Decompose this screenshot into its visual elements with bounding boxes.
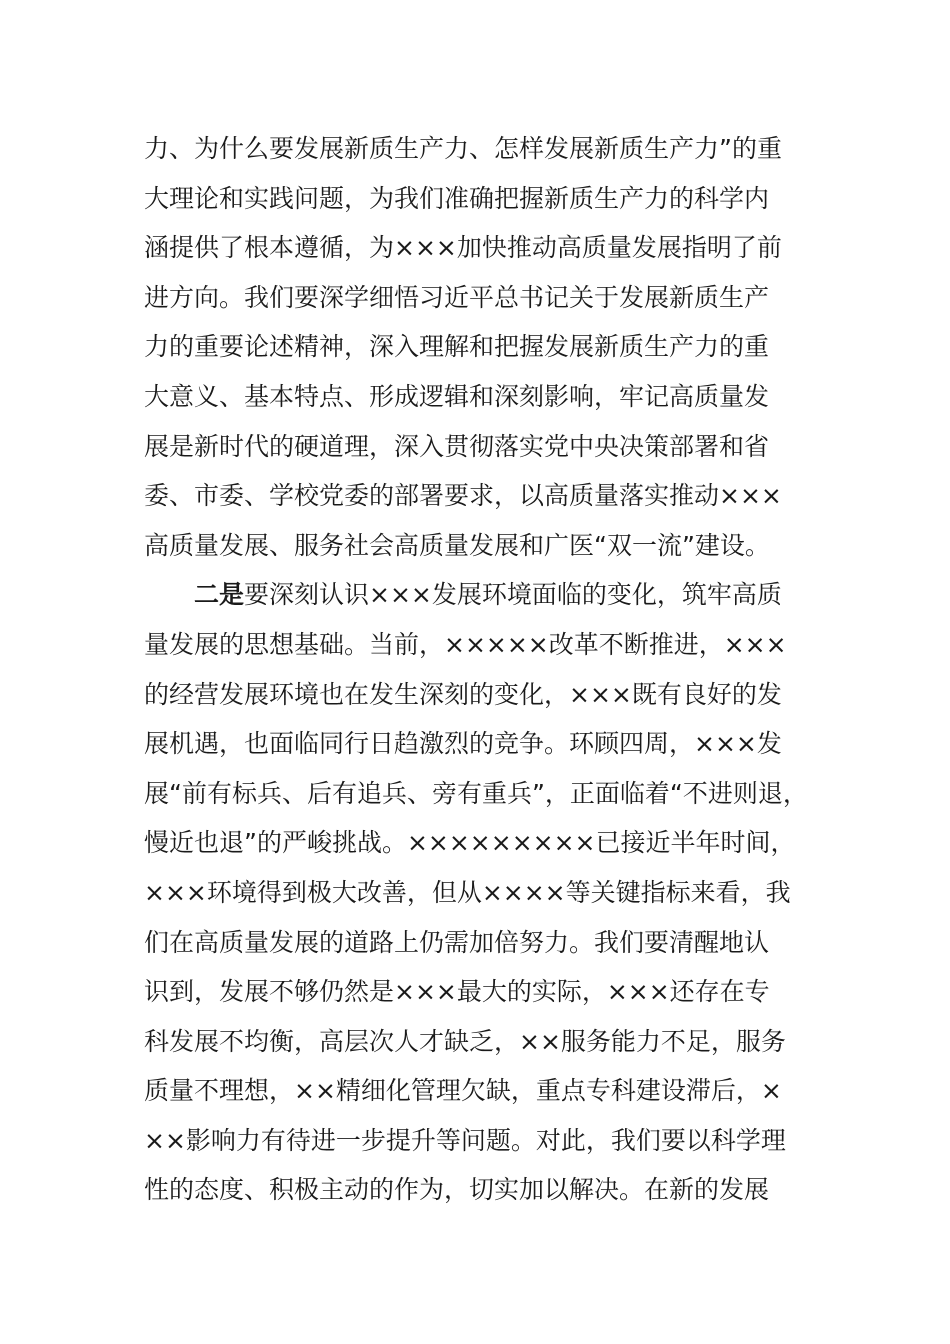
text-line: 委、市委、学校党委的部署要求，以高质量落实推动××× [144, 481, 782, 511]
text-line: 展机遇，也面临同行日趋激烈的竞争。环顾四周，×××发 [144, 729, 782, 759]
text-line: ×××环境得到极大改善，但从××××等关键指标来看，我 [144, 877, 791, 907]
document-body [144, 124, 814, 1215]
text-line: 的经营发展环境也在发生深刻的变化，×××既有良好的发 [144, 679, 782, 709]
text-line: 展“前有标兵、后有追兵、旁有重兵”，正面临着“不进则退， [144, 778, 808, 808]
text-line: 进方向。我们要深学细悟习近平总书记关于发展新质生产 [144, 282, 770, 312]
paragraph-2-first-line [144, 570, 814, 620]
text-line: 科发展不均衡，高层次人才缺乏，××服务能力不足，服务 [144, 1026, 786, 1056]
paragraph-2-lead: 二是 [194, 580, 245, 610]
text-line: 大意义、基本特点、形成逻辑和深刻影响，牢记高质量发 [144, 381, 770, 411]
text-line: 高质量发展、服务社会高质量发展和广医“双一流”建设。 [144, 530, 770, 560]
text-line: 大理论和实践问题，为我们准确把握新质生产力的科学内 [144, 183, 770, 213]
text-line: 性的态度、积极主动的作为，切实加以解决。在新的发展 [144, 1175, 770, 1205]
text-line: 展是新时代的硬道理，深入贯彻落实党中央决策部署和省 [144, 431, 770, 461]
text-line: 力的重要论述精神，深入理解和把握发展新质生产力的重 [144, 332, 770, 362]
text-line: 涵提供了根本遵循，为×××加快推动高质量发展指明了前 [144, 233, 782, 263]
paragraph-2-first-line-text: 要深刻认识×××发展环境面临的变化，筑牢高质 [244, 580, 782, 610]
text-line: 们在高质量发展的道路上仍需加倍努力。我们要清醒地认 [144, 927, 770, 957]
text-line: 量发展的思想基础。当前，×××××改革不断推进，××× [144, 629, 787, 659]
text-line: ××影响力有待进一步提升等问题。对此，我们要以科学理 [144, 1125, 786, 1155]
text-line: 力、为什么要发展新质生产力、怎样发展新质生产力”的重 [144, 134, 782, 163]
text-line: 识到，发展不够仍然是×××最大的实际，×××还存在专 [144, 977, 770, 1007]
text-line: 质量不理想，××精细化管理欠缺，重点专科建设滞后，× [144, 1076, 782, 1106]
text-line: 慢近也退”的严峻挑战。×××××××××已接近半年时间， [144, 828, 796, 858]
